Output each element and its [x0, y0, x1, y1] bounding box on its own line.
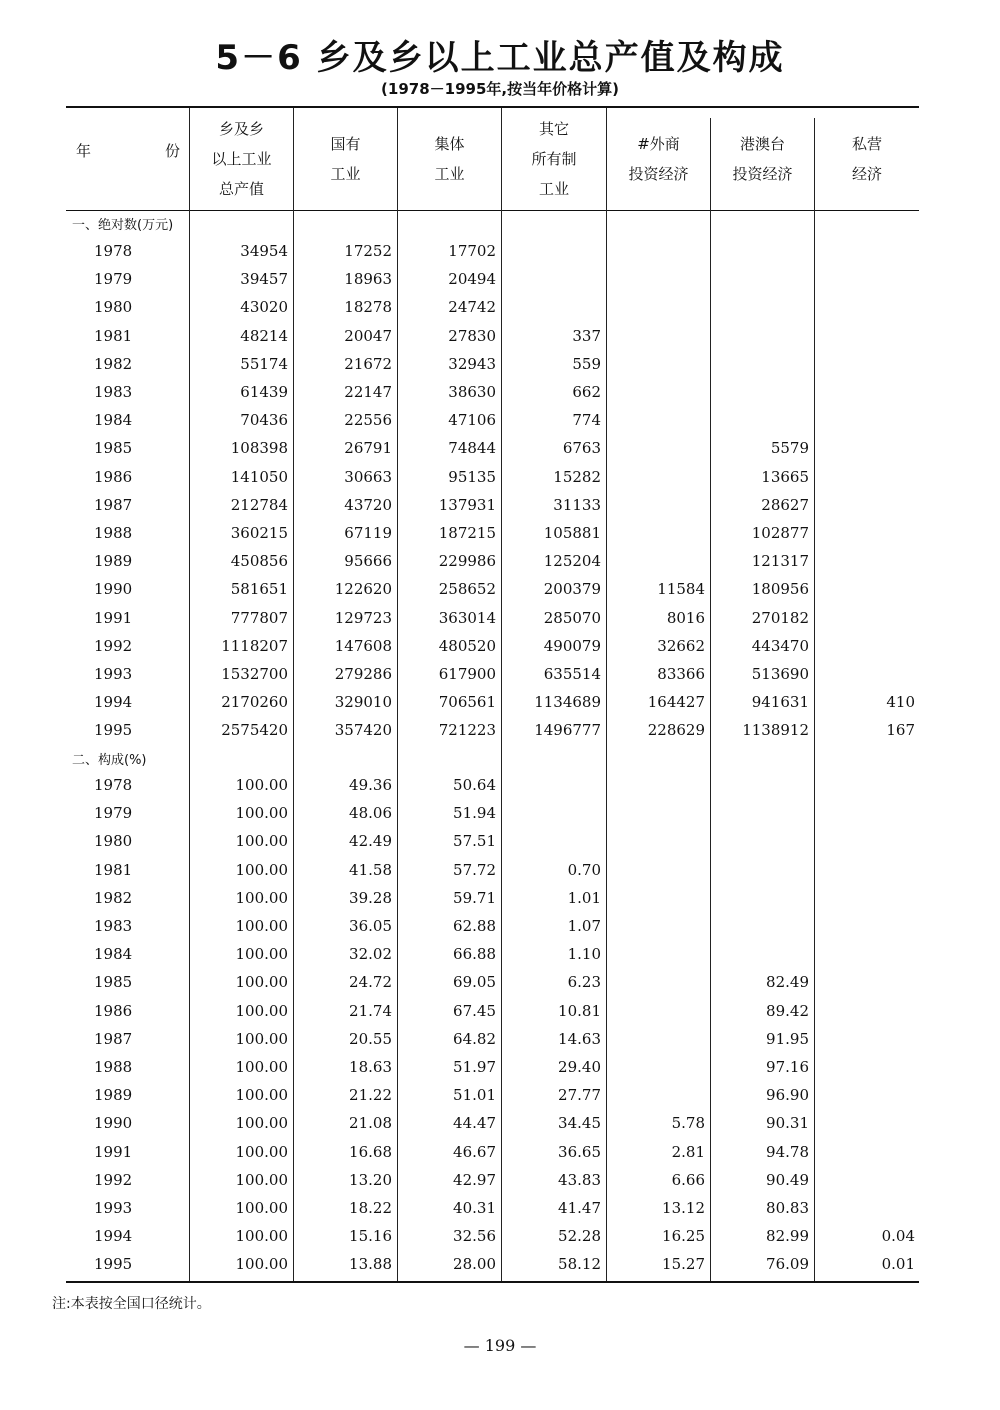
row-year: 1989 [94, 1086, 133, 1105]
table-cell: 24742 [448, 298, 496, 317]
row-year: 1985 [94, 973, 133, 992]
table-cell: 17252 [344, 242, 392, 260]
table-cell: 285070 [543, 608, 601, 627]
table-cell: 41.58 [349, 860, 392, 879]
table-cell: 513690 [751, 665, 809, 683]
table-cell: 95135 [448, 467, 496, 486]
table-cell: 27830 [448, 326, 496, 345]
table-cell: 38630 [448, 383, 496, 401]
table-cell: 100.00 [235, 1086, 288, 1105]
row-year: 1987 [94, 1029, 133, 1048]
table-row [66, 548, 919, 576]
table-header-rule [66, 210, 919, 211]
table-cell: 13.88 [349, 1255, 392, 1274]
row-year: 1979 [94, 804, 133, 823]
table-cell: 52.28 [558, 1227, 601, 1246]
header-other-ownership: 其它 所有制 工业 [531, 120, 577, 198]
row-year: 1984 [94, 411, 133, 430]
table-cell: 410 [886, 693, 915, 712]
section-composition-label: 二、构成(%) [72, 753, 147, 768]
table-cell: 69.05 [453, 973, 496, 992]
table-row [66, 1223, 919, 1251]
table-cell: 15.27 [662, 1255, 705, 1274]
row-year: 1981 [94, 860, 133, 879]
table-cell: 360215 [230, 524, 288, 542]
table-row [66, 492, 919, 520]
table-cell: 16.68 [349, 1142, 392, 1161]
table-cell: 97.16 [766, 1058, 809, 1076]
table-cell: 13665 [761, 467, 809, 486]
table-cell: 559 [572, 354, 601, 373]
table-cell: 129723 [334, 608, 392, 627]
table-cell: 51.97 [453, 1058, 496, 1076]
table-row [66, 238, 919, 266]
table-cell: 662 [572, 383, 601, 401]
table-cell: 57.72 [453, 860, 496, 879]
table-cell: 34954 [240, 242, 288, 260]
table-note: 注:本表按全国口径统计。 [52, 1296, 211, 1312]
table-cell: 180956 [751, 580, 809, 599]
table-row [66, 435, 919, 463]
table-cell: 66.88 [453, 945, 496, 964]
table-cell: 480520 [438, 636, 496, 655]
header-private: 私营 经济 [851, 135, 882, 183]
row-year: 1990 [94, 580, 133, 599]
table-cell: 76.09 [766, 1255, 809, 1274]
row-year: 1991 [94, 608, 133, 627]
table-cell: 36.05 [349, 917, 392, 935]
table-cell: 774 [572, 411, 601, 430]
row-year: 1994 [94, 693, 133, 712]
table-row [66, 1054, 919, 1082]
table-cell: 490079 [543, 636, 601, 655]
table-row [66, 1251, 919, 1279]
table-row [66, 605, 919, 633]
row-year: 1992 [94, 636, 133, 655]
table-row [66, 913, 919, 941]
section-absolute-label: 一、绝对数(万元) [72, 218, 174, 233]
header-year-char: 份 [164, 142, 180, 160]
table-cell: 55174 [240, 354, 288, 373]
table-cell: 941631 [751, 693, 809, 712]
table-cell: 108398 [230, 439, 288, 458]
table-bottom-rule [66, 1281, 919, 1283]
table-row [66, 351, 919, 379]
row-year: 1981 [94, 326, 133, 345]
table-cell: 147608 [334, 636, 392, 655]
table-cell: 200379 [543, 580, 601, 599]
table-cell: 2170260 [221, 693, 288, 712]
table-row [66, 323, 919, 351]
row-year: 1979 [94, 270, 133, 289]
row-year: 1985 [94, 439, 133, 458]
table-cell: 777807 [230, 608, 288, 627]
table-cell: 363014 [438, 608, 496, 627]
table-cell: 62.88 [453, 917, 496, 935]
row-year: 1989 [94, 552, 133, 571]
table-cell: 141050 [230, 467, 288, 486]
table-cell: 29.40 [558, 1058, 601, 1076]
table-row [66, 1167, 919, 1195]
table-cell: 443470 [751, 636, 809, 655]
row-year: 1994 [94, 1227, 133, 1246]
table-cell: 20.55 [349, 1029, 392, 1048]
table-cell: 59.71 [453, 888, 496, 907]
table-top-rule [66, 106, 919, 108]
row-year: 1987 [94, 495, 133, 514]
row-year: 1992 [94, 1170, 133, 1189]
table-row [66, 1139, 919, 1167]
table-cell: 80.83 [766, 1199, 809, 1217]
row-year: 1990 [94, 1114, 133, 1133]
row-year: 1986 [94, 1001, 133, 1020]
table-cell: 22556 [344, 411, 392, 430]
table-cell: 82.99 [766, 1227, 809, 1246]
table-cell: 18278 [344, 298, 392, 317]
table-cell: 34.45 [558, 1114, 601, 1133]
table-cell: 100.00 [235, 1058, 288, 1076]
row-year: 1988 [94, 1058, 133, 1076]
table-cell: 13.20 [349, 1170, 392, 1189]
table-row [66, 969, 919, 997]
table-cell: 42.49 [349, 832, 392, 851]
table-cell: 100.00 [235, 1142, 288, 1161]
table-cell: 6763 [562, 439, 601, 458]
header-state-owned: 国有 工业 [330, 135, 361, 183]
table-cell: 100.00 [235, 1170, 288, 1189]
table-cell: 49.36 [349, 776, 392, 794]
row-year: 1993 [94, 665, 133, 683]
row-year: 1995 [94, 721, 133, 740]
table-cell: 89.42 [766, 1001, 809, 1020]
table-cell: 41.47 [558, 1199, 601, 1217]
table-cell: 258652 [438, 580, 496, 599]
table-cell: 228629 [647, 721, 705, 740]
table-cell: 100.00 [235, 888, 288, 907]
table-cell: 100.00 [235, 1114, 288, 1133]
table-cell: 635514 [543, 665, 601, 683]
header-year-char: 年 [76, 142, 92, 160]
table-cell: 21.22 [349, 1086, 392, 1105]
table-cell: 100.00 [235, 1029, 288, 1048]
table-row [66, 1195, 919, 1223]
row-year: 1986 [94, 467, 133, 486]
table-cell: 6.23 [567, 973, 601, 992]
table-cell: 26791 [344, 439, 392, 458]
table-cell: 121317 [751, 552, 809, 571]
table-row [66, 885, 919, 913]
table-cell: 28627 [761, 495, 809, 514]
table-cell: 51.94 [453, 804, 496, 823]
table-cell: 105881 [543, 524, 601, 542]
table-cell: 100.00 [235, 860, 288, 879]
row-year: 1983 [94, 917, 133, 935]
table-cell: 24.72 [349, 973, 392, 992]
table-row [66, 941, 919, 969]
table-cell: 329010 [334, 693, 392, 712]
table-cell: 1.01 [567, 888, 601, 907]
table-cell: 31133 [553, 495, 601, 514]
table-row [66, 294, 919, 322]
table-cell: 337 [572, 326, 601, 345]
table-row [66, 266, 919, 294]
table-cell: 229986 [438, 552, 496, 571]
table-row [66, 464, 919, 492]
table-row [66, 998, 919, 1026]
header-foreign-investment: #外商 投资经济 [628, 135, 689, 183]
table-cell: 40.31 [453, 1199, 496, 1217]
table-cell: 39.28 [349, 888, 392, 907]
row-year: 1980 [94, 298, 133, 317]
table-cell: 83366 [657, 665, 705, 683]
table-cell: 5579 [770, 439, 809, 458]
table-row [66, 772, 919, 800]
table-row [66, 828, 919, 856]
table-cell: 27.77 [558, 1086, 601, 1105]
table-cell: 10.81 [558, 1001, 601, 1020]
table-row [66, 379, 919, 407]
table-cell: 43020 [240, 298, 288, 317]
table-cell: 100.00 [235, 1227, 288, 1246]
table-cell: 2.81 [671, 1142, 705, 1161]
table-cell: 100.00 [235, 1255, 288, 1274]
table-cell: 270182 [751, 608, 809, 627]
table-cell: 100.00 [235, 973, 288, 992]
table-cell: 44.47 [453, 1114, 496, 1133]
table-cell: 21672 [344, 354, 392, 373]
page-subtitle: (1978－1995年,按当年价格计算) [381, 80, 619, 98]
table-cell: 42.97 [453, 1170, 496, 1189]
table-cell: 21.74 [349, 1001, 392, 1020]
table-cell: 67.45 [453, 1001, 496, 1020]
table-cell: 125204 [543, 552, 601, 571]
table-cell: 187215 [438, 524, 496, 542]
table-cell: 0.01 [881, 1255, 915, 1274]
table-cell: 100.00 [235, 776, 288, 794]
header-total-output: 乡及乡 以上工业 总产值 [211, 120, 272, 198]
table-cell: 22147 [344, 383, 392, 401]
row-year: 1982 [94, 888, 133, 907]
table-row [66, 1026, 919, 1054]
table-cell: 137931 [438, 495, 496, 514]
table-cell: 100.00 [235, 1001, 288, 1020]
table-cell: 13.12 [662, 1199, 705, 1217]
table-cell: 91.95 [766, 1029, 809, 1048]
table-row [66, 689, 919, 717]
table-cell: 48214 [240, 326, 288, 345]
table-cell: 58.12 [558, 1255, 601, 1274]
table-cell: 100.00 [235, 804, 288, 823]
table-cell: 61439 [240, 383, 288, 401]
table-cell: 1118207 [221, 636, 288, 655]
table-cell: 6.66 [671, 1170, 705, 1189]
table-row [66, 1082, 919, 1110]
table-cell: 706561 [438, 693, 496, 712]
table-cell: 617900 [438, 665, 496, 683]
table-cell: 82.49 [766, 973, 809, 992]
table-cell: 90.31 [766, 1114, 809, 1133]
table-cell: 36.65 [558, 1142, 601, 1161]
table-cell: 581651 [230, 580, 288, 599]
table-cell: 212784 [230, 495, 288, 514]
table-cell: 167 [886, 721, 915, 740]
table-row [66, 717, 919, 745]
row-year: 1978 [94, 776, 133, 794]
page-title: 5－6 乡及乡以上工业总产值及构成 [215, 38, 785, 78]
table-cell: 102877 [751, 524, 809, 542]
table-cell: 100.00 [235, 1199, 288, 1217]
table-row [66, 576, 919, 604]
table-cell: 94.78 [766, 1142, 809, 1161]
row-year: 1978 [94, 242, 133, 260]
table-cell: 21.08 [349, 1114, 392, 1133]
table-cell: 20494 [448, 270, 496, 289]
header-hk-macao-taiwan: 港澳台 投资经济 [732, 135, 793, 183]
table-cell: 11584 [657, 580, 705, 599]
table-cell: 1138912 [742, 721, 809, 740]
table-cell: 721223 [438, 721, 496, 740]
table-cell: 8016 [666, 608, 705, 627]
table-cell: 43.83 [558, 1170, 601, 1189]
table-cell: 15282 [553, 467, 601, 486]
table-cell: 70436 [240, 411, 288, 430]
table-cell: 1.10 [567, 945, 601, 964]
row-year: 1982 [94, 354, 133, 373]
table-cell: 32.02 [349, 945, 392, 964]
table-row [66, 633, 919, 661]
row-year: 1993 [94, 1199, 133, 1217]
table-cell: 57.51 [453, 832, 496, 851]
table-cell: 100.00 [235, 945, 288, 964]
table-cell: 1.07 [567, 917, 601, 935]
table-cell: 43720 [344, 495, 392, 514]
table-row [66, 520, 919, 548]
table-cell: 18.22 [349, 1199, 392, 1217]
row-year: 1980 [94, 832, 133, 851]
table-cell: 0.04 [881, 1227, 915, 1246]
table-cell: 450856 [230, 552, 288, 571]
table-cell: 51.01 [453, 1086, 496, 1105]
row-year: 1991 [94, 1142, 133, 1161]
header-collective: 集体 工业 [434, 135, 465, 183]
table-cell: 100.00 [235, 832, 288, 851]
table-cell: 95666 [344, 552, 392, 571]
table-cell: 39457 [240, 270, 288, 289]
table-cell: 5.78 [671, 1114, 705, 1133]
table-cell: 279286 [334, 665, 392, 683]
table-cell: 30663 [344, 467, 392, 486]
table-cell: 100.00 [235, 917, 288, 935]
table-cell: 1134689 [534, 693, 601, 712]
table-cell: 18.63 [349, 1058, 392, 1076]
table-cell: 32943 [448, 354, 496, 373]
table-row [66, 857, 919, 885]
row-year: 1984 [94, 945, 133, 964]
table-cell: 74844 [448, 439, 496, 458]
table-cell: 96.90 [766, 1086, 809, 1105]
table-cell: 15.16 [349, 1227, 392, 1246]
row-year: 1988 [94, 524, 133, 542]
table-cell: 18963 [344, 270, 392, 289]
table-cell: 50.64 [453, 776, 496, 794]
row-year: 1995 [94, 1255, 133, 1274]
table-cell: 48.06 [349, 804, 392, 823]
table-cell: 0.70 [567, 860, 601, 879]
table-cell: 16.25 [662, 1227, 705, 1246]
table-cell: 46.67 [453, 1142, 496, 1161]
table-cell: 67119 [344, 524, 392, 542]
table-cell: 28.00 [453, 1255, 496, 1274]
table-cell: 47106 [448, 411, 496, 430]
table-cell: 64.82 [453, 1029, 496, 1048]
table-cell: 164427 [647, 693, 705, 712]
table-cell: 1532700 [221, 665, 288, 683]
table-row [66, 407, 919, 435]
table-row [66, 1110, 919, 1138]
row-year: 1983 [94, 383, 133, 401]
table-cell: 90.49 [766, 1170, 809, 1189]
table-cell: 357420 [334, 721, 392, 740]
table-cell: 17702 [448, 242, 496, 260]
table-row [66, 800, 919, 828]
table-cell: 14.63 [558, 1029, 601, 1048]
table-cell: 1496777 [534, 721, 601, 740]
table-cell: 2575420 [221, 721, 288, 740]
page-number: — 199 — [463, 1336, 537, 1355]
table-cell: 32662 [657, 636, 705, 655]
table-row [66, 661, 919, 689]
table-cell: 20047 [344, 326, 392, 345]
table-cell: 32.56 [453, 1227, 496, 1246]
table-cell: 122620 [334, 580, 392, 599]
